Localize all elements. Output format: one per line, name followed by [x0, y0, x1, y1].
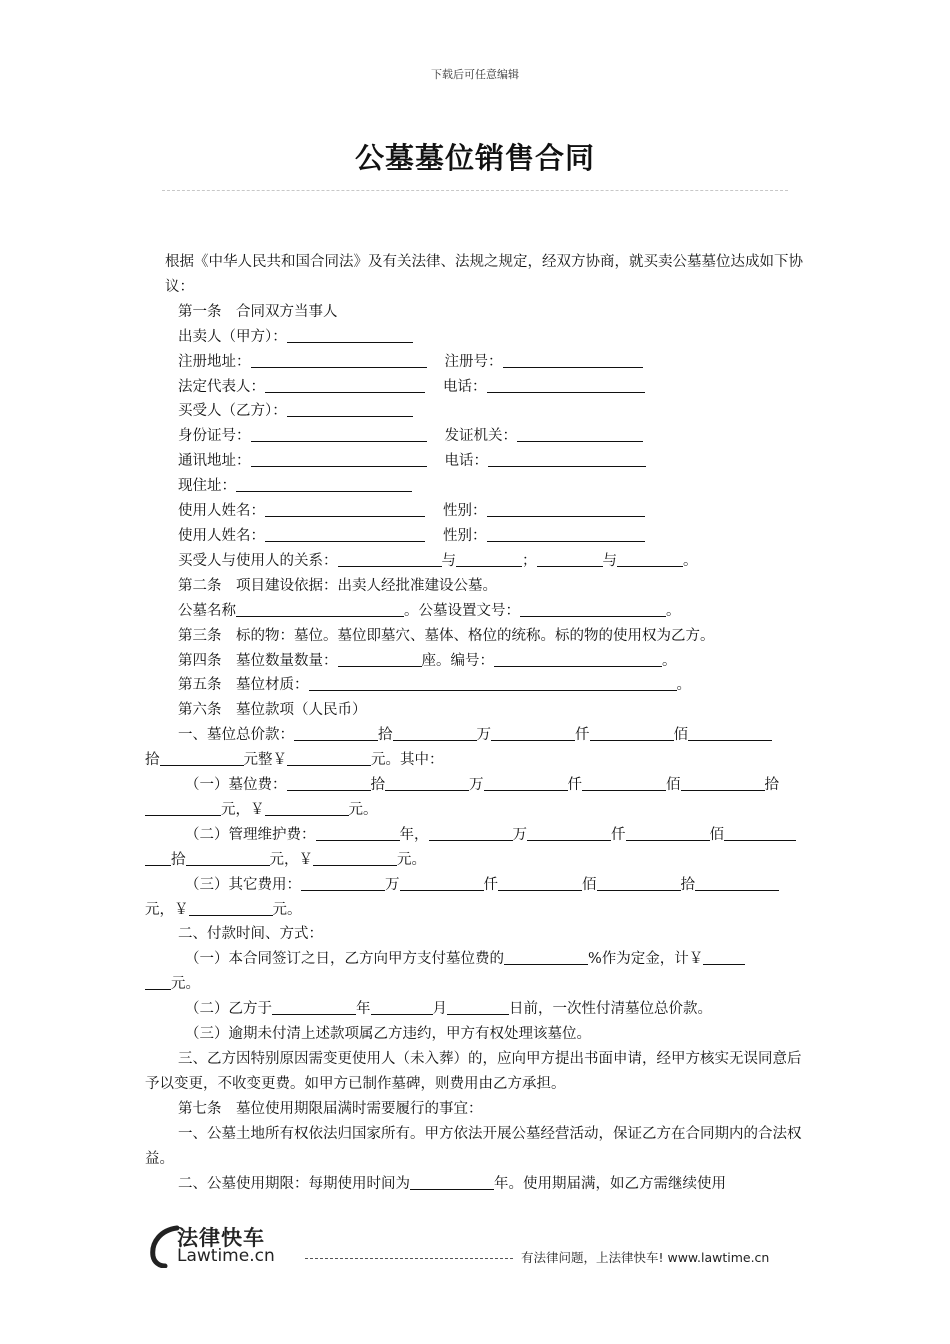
- yuan-qizhong-label: 元。其中：: [371, 752, 444, 769]
- unit-label: 座。编号：: [421, 652, 494, 669]
- payment-2-line: [145, 997, 807, 1022]
- seller-phone-blank[interactable]: [487, 378, 645, 393]
- id-number-blank[interactable]: [251, 427, 427, 442]
- article-1-heading: 第一条 合同双方当事人: [178, 303, 338, 320]
- unit-shi-2: 拾: [145, 752, 160, 769]
- relation-blank-3[interactable]: [537, 552, 603, 567]
- reg-number-label: 注册号：: [444, 353, 503, 370]
- payment-2-label: （二）乙方于: [185, 1001, 272, 1018]
- seller-phone-label: 电话：: [443, 378, 487, 395]
- maintenance-fee-label: （二）管理维护费：: [185, 826, 316, 843]
- intro-paragraph: 根据《中华人民共和国合同法》及有关法律、法规之规定，经双方协商，就买卖公墓墓位达成如下协议：: [165, 254, 803, 295]
- plot-fee-yuan-label: 元，￥: [221, 801, 265, 818]
- plot-fee-line: [145, 773, 807, 798]
- issuer-label: 发证机关：: [444, 428, 517, 445]
- unit-qian-5: 仟: [483, 876, 498, 893]
- plot-fee-wan-blank[interactable]: [385, 776, 469, 791]
- cemetery-name-blank[interactable]: [236, 602, 404, 617]
- other-fee-line: [145, 873, 807, 898]
- other-fee-label: （三）其它费用：: [185, 876, 301, 893]
- other-fee-yuan-blank[interactable]: [695, 876, 779, 891]
- seller-blank[interactable]: [287, 328, 413, 343]
- unit-qian-4: 仟: [611, 826, 626, 843]
- footer-slogan: 有法律问题，上法律快车! www.lawtime.cn: [521, 1250, 770, 1265]
- user-2-gender-label: 性别：: [443, 527, 487, 544]
- deposit-end: 元。: [171, 976, 200, 993]
- plot-fee-label: （一）墓位费：: [185, 777, 287, 794]
- term-end: 年。使用期届满，如乙方需继续使用: [494, 1175, 726, 1192]
- total-price-line-2: [145, 748, 807, 773]
- total-price-label: 一、墓位总价款：: [178, 727, 294, 744]
- unit-bai-3: 佰: [666, 777, 681, 794]
- unit-wan-3: 万: [469, 777, 484, 794]
- legal-rep-blank[interactable]: [265, 378, 425, 393]
- unit-shi-4: 拾: [764, 777, 779, 794]
- unit-shi-5: 拾: [171, 851, 186, 868]
- mail-address-blank[interactable]: [251, 452, 427, 467]
- unit-bai: 佰: [673, 727, 688, 744]
- other-fee-wan-blank[interactable]: [301, 876, 385, 891]
- current-address-blank[interactable]: [236, 477, 412, 492]
- maintenance-yuan-label: 元，￥: [269, 851, 313, 868]
- article-5-line: [145, 673, 807, 698]
- buyer-label: 买受人（乙方）：: [178, 403, 287, 420]
- unit-month: 月: [432, 1001, 447, 1018]
- plot-fee-shi-wan-blank[interactable]: [287, 776, 371, 791]
- user-1-gender-blank[interactable]: [487, 502, 645, 517]
- article-7-clause-1: 一、公墓土地所有权依法归国家所有。甲方依法开展公墓经营活动，保证乙方在合同期内的合法权益。: [145, 1125, 802, 1167]
- unit-qian: 仟: [575, 727, 590, 744]
- mail-address-line: [145, 449, 807, 474]
- page-title: 公墓墓位销售合同: [354, 141, 595, 175]
- maintenance-fee-line-2: [145, 848, 807, 873]
- buyer-phone-label: 电话：: [444, 453, 488, 470]
- buyer-line: [145, 399, 807, 424]
- user-1-name-blank[interactable]: [265, 502, 425, 517]
- article-4-label: 第四条 墓位数量数量：: [178, 652, 338, 669]
- maintenance-yuan-blank[interactable]: [186, 851, 270, 866]
- reg-address-line: [145, 350, 807, 375]
- quantity-blank[interactable]: [338, 652, 422, 667]
- user-1-name-label: 使用人姓名：: [178, 503, 265, 520]
- unit-bai-4: 佰: [709, 826, 724, 843]
- payment-2-end: 日前，一次性付清墓位总价款。: [509, 1001, 712, 1018]
- other-fee-line-2: [145, 898, 807, 923]
- maintenance-years-blank[interactable]: [316, 826, 400, 841]
- relation-label: 买受人与使用人的关系：: [178, 552, 338, 569]
- total-shi-wan-blank[interactable]: [294, 726, 378, 741]
- relation-period: 。: [683, 552, 698, 569]
- article-2: 第二条 项目建设依据：出卖人经批准建设公墓。: [178, 577, 497, 594]
- payment-1-line-2: [145, 972, 807, 997]
- total-shi-blank[interactable]: [688, 726, 772, 741]
- plot-fee-bai-blank[interactable]: [582, 776, 666, 791]
- total-wan-blank[interactable]: [393, 726, 477, 741]
- payment-1-line: [145, 947, 807, 972]
- legal-rep-label: 法定代表人：: [178, 378, 265, 395]
- mail-address-label: 通讯地址：: [178, 453, 251, 470]
- user-2-name-label: 使用人姓名：: [178, 527, 265, 544]
- pay-day-blank[interactable]: [447, 1000, 509, 1015]
- other-fee-yuan-label: 元，￥: [145, 901, 189, 918]
- serial-number-blank[interactable]: [494, 652, 662, 667]
- article-4-line: [145, 649, 807, 674]
- unit-qian-3: 仟: [567, 777, 582, 794]
- doc-number-period: 。: [666, 602, 681, 619]
- legal-rep-line: [145, 375, 807, 400]
- footer-banner: [147, 1222, 807, 1272]
- doc-number-label: 。公墓设置文号：: [404, 602, 520, 619]
- seller-label: 出卖人（甲方）：: [178, 328, 287, 345]
- cemetery-name-line: [145, 599, 807, 624]
- unit-wan: 万: [476, 727, 491, 744]
- reg-address-blank[interactable]: [251, 353, 427, 368]
- other-fee-qian-blank[interactable]: [400, 876, 484, 891]
- unit-shi: 拾: [378, 727, 393, 744]
- download-note: 下载后可任意编辑: [431, 68, 519, 81]
- total-bai-blank[interactable]: [590, 726, 674, 741]
- footer-divider: [305, 1258, 513, 1259]
- maintenance-wan-blank[interactable]: [429, 826, 513, 841]
- article-3: 第三条 标的物：墓位。墓位即墓穴、墓体、格位的统称。标的物的使用权为乙方。: [178, 627, 715, 644]
- total-amount-blank[interactable]: [287, 751, 371, 766]
- other-fee-end: 元。: [272, 901, 302, 918]
- maintenance-qian-blank[interactable]: [527, 826, 611, 841]
- maintenance-fee-line: [145, 823, 807, 848]
- unit-shi-3: 拾: [370, 777, 385, 794]
- pay-month-blank[interactable]: [371, 1000, 433, 1015]
- unit-wan-5: 万: [385, 876, 400, 893]
- plot-fee-amount-blank[interactable]: [265, 801, 349, 816]
- plot-fee-line-2: [145, 798, 807, 823]
- user-2-name-blank[interactable]: [265, 527, 425, 542]
- seller-line: [145, 325, 807, 350]
- relation-blank-2[interactable]: [456, 552, 522, 567]
- term-label: 二、公墓使用期限：每期使用时间为: [178, 1175, 410, 1192]
- pay-year-blank[interactable]: [272, 1000, 356, 1015]
- article-7-heading: 第七条 墓位使用期限届满时需要履行的事宜：: [178, 1100, 483, 1117]
- reg-address-label: 注册地址：: [178, 353, 251, 370]
- current-address-line: [145, 474, 807, 499]
- article-7-clause-2: [145, 1172, 807, 1197]
- material-period: 。: [676, 677, 691, 694]
- relation-with-2: 与: [602, 552, 617, 569]
- unit-shi-6: 拾: [680, 876, 695, 893]
- user-1-line: [145, 499, 807, 524]
- other-fee-bai-blank[interactable]: [498, 876, 582, 891]
- payment-heading: 二、付款时间、方式：: [178, 926, 323, 943]
- deposit-amount-blank-2[interactable]: [145, 975, 171, 990]
- buyer-phone-blank[interactable]: [488, 452, 646, 467]
- deposit-amount-blank[interactable]: [703, 950, 745, 965]
- maintenance-shi-blank-2[interactable]: [145, 851, 171, 866]
- other-fee-amount-blank[interactable]: [189, 901, 273, 916]
- relation-line: [145, 549, 807, 574]
- cemetery-name-label: 公墓名称: [178, 602, 236, 619]
- current-address-label: 现住址：: [178, 478, 236, 495]
- other-fee-shi-blank[interactable]: [597, 876, 681, 891]
- maintenance-end: 元。: [397, 851, 426, 868]
- relation-semicolon: ；: [522, 552, 537, 569]
- issuer-blank[interactable]: [517, 427, 643, 442]
- maintenance-bai-blank[interactable]: [626, 826, 710, 841]
- unit-bai-5: 佰: [582, 876, 597, 893]
- relation-blank-4[interactable]: [617, 552, 683, 567]
- unit-nian: 年，: [399, 826, 429, 843]
- deposit-percent-blank[interactable]: [504, 950, 588, 965]
- logo-english-text: Lawtime.cn: [177, 1246, 275, 1266]
- payment-1-label: （一）本合同签订之日，乙方向甲方支付墓位费的: [185, 951, 504, 968]
- unit-wan-4: 万: [512, 826, 527, 843]
- relation-with-1: 与: [441, 552, 456, 569]
- buyer-blank[interactable]: [287, 402, 413, 417]
- user-2-gender-blank[interactable]: [487, 527, 645, 542]
- logo-chinese-text: 法律快车: [177, 1226, 265, 1250]
- lawtime-logo-icon: [147, 1224, 181, 1268]
- total-yuan-blank[interactable]: [160, 751, 244, 766]
- article-6-heading: 第六条 墓位款项（人民币）: [178, 702, 367, 719]
- doc-number-blank[interactable]: [520, 602, 666, 617]
- serial-period: 。: [662, 652, 677, 669]
- contract-body: [145, 250, 807, 1196]
- maintenance-shi-blank[interactable]: [724, 826, 796, 841]
- total-qian-blank[interactable]: [491, 726, 575, 741]
- total-price-line: [145, 723, 807, 748]
- user-2-line: [145, 524, 807, 549]
- maintenance-amount-blank[interactable]: [313, 851, 397, 866]
- article-5-label: 第五条 墓位材质：: [178, 677, 309, 694]
- payment-3: （三）逾期未付清上述款项属乙方违约，甲方有权处理该墓位。: [185, 1026, 591, 1043]
- title-divider: [162, 190, 788, 191]
- deposit-label: %作为定金，计￥: [588, 951, 704, 968]
- unit-year: 年: [356, 1001, 371, 1018]
- relation-blank-1[interactable]: [338, 552, 442, 567]
- user-1-gender-label: 性别：: [443, 503, 487, 520]
- id-number-label: 身份证号：: [178, 428, 251, 445]
- plot-fee-qian-blank[interactable]: [484, 776, 568, 791]
- material-blank[interactable]: [309, 676, 677, 691]
- plot-fee-shi-blank[interactable]: [681, 776, 765, 791]
- plot-fee-yuan-blank[interactable]: [145, 801, 221, 816]
- id-number-line: [145, 424, 807, 449]
- term-years-blank[interactable]: [410, 1175, 494, 1190]
- reg-number-blank[interactable]: [503, 353, 643, 368]
- plot-fee-end: 元。: [348, 801, 378, 818]
- yuan-zheng-label: 元整￥: [243, 752, 287, 769]
- change-user-paragraph: 三、乙方因特别原因需变更使用人（未入葬）的，应向甲方提出书面申请，经甲方核实无误同意后予以变更，不收变更费。如甲方已制作墓碑，则费用由乙方承担。: [145, 1051, 802, 1092]
